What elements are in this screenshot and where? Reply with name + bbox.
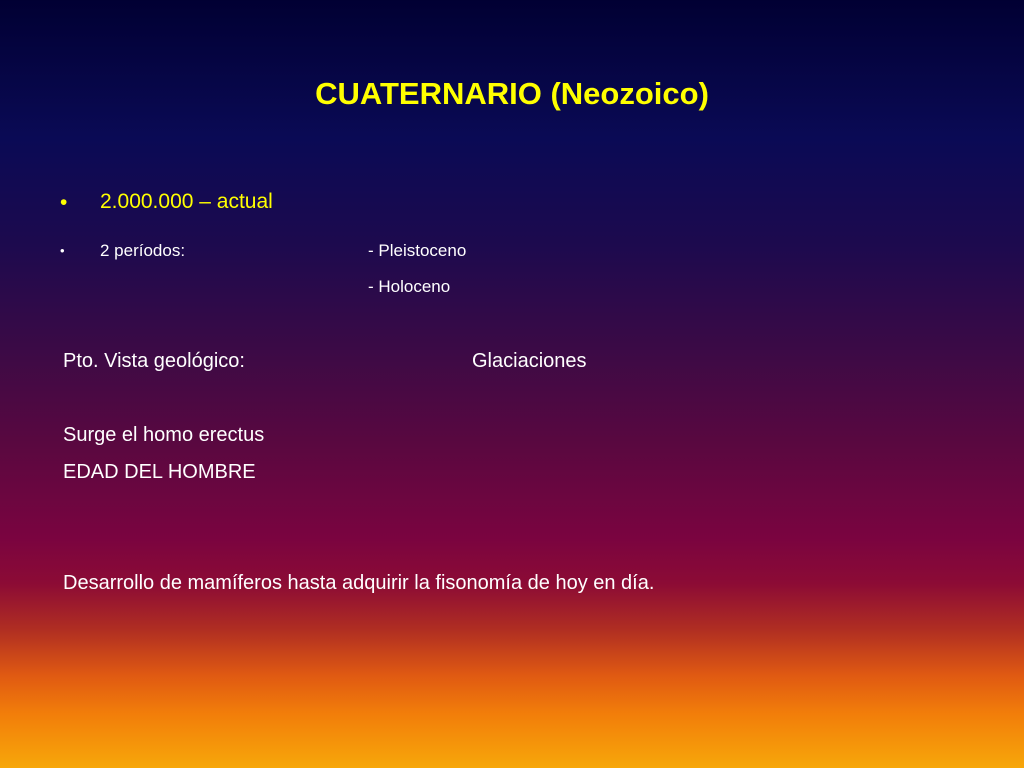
age-line: EDAD DEL HOMBRE (63, 461, 256, 483)
mammals-line: Desarrollo de mamíferos hasta adquirir la fisonomía de hoy en día. (63, 572, 655, 594)
slide-title: CUATERNARIO (Neozoico) (315, 76, 709, 111)
bullet-periods: 2 períodos: (100, 241, 186, 260)
bullet-marker: • (60, 243, 65, 258)
geology-label: Pto. Vista geológico: (63, 350, 245, 372)
period-pleistoceno: - Pleistoceno (368, 241, 467, 260)
homo-erectus-line: Surge el homo erectus (63, 424, 265, 446)
bullet-marker: • (60, 191, 68, 214)
period-holoceno: - Holoceno (368, 277, 451, 296)
bullet-years: 2.000.000 – actual (100, 190, 273, 213)
geology-value: Glaciaciones (472, 350, 587, 372)
